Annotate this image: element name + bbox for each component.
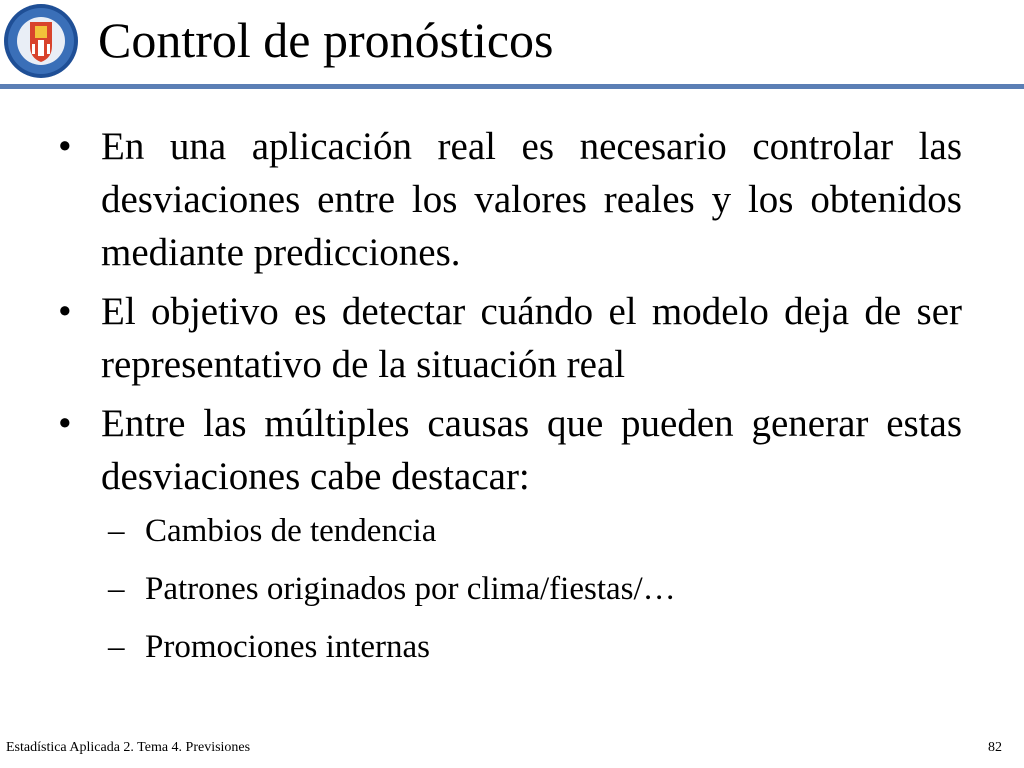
sub-bullet-mark: – [108, 629, 125, 665]
sub-bullet-text: Promociones internas [145, 629, 431, 665]
title-divider [0, 84, 1024, 89]
sub-bullet-item [58, 567, 962, 611]
bullet-item [58, 120, 962, 279]
bullet-mark: • [58, 125, 72, 168]
sub-bullet-item [58, 509, 962, 553]
bullet-text: En una aplicación real es necesario controlar las desviaciones entre los valores reales y los obtenidos mediante predicciones. [101, 125, 962, 274]
footer-course-label: Estadística Aplicada 2. Tema 4. Previsiones [6, 740, 251, 755]
bullet-mark: • [58, 402, 72, 445]
bullet-item [58, 285, 962, 391]
sub-bullet-mark: – [108, 571, 125, 607]
sub-bullet-mark: – [108, 513, 125, 549]
bullet-text: Entre las múltiples causas que pueden generar estas desviaciones cabe destacar: [101, 402, 962, 498]
bullet-item [58, 397, 962, 503]
bullet-text: El objetivo es detectar cuándo el modelo deja de ser representativo de la situación real [101, 290, 962, 386]
university-seal-icon [2, 2, 80, 80]
slide-title: Control de pronósticos [98, 12, 554, 68]
page-number: 82 [988, 740, 1002, 755]
sub-bullet-text: Cambios de tendencia [145, 513, 437, 549]
bullet-mark: • [58, 290, 72, 333]
sub-bullet-text: Patrones originados por clima/fiestas/… [145, 571, 676, 607]
slide-content [58, 120, 962, 683]
sub-bullet-item [58, 625, 962, 669]
